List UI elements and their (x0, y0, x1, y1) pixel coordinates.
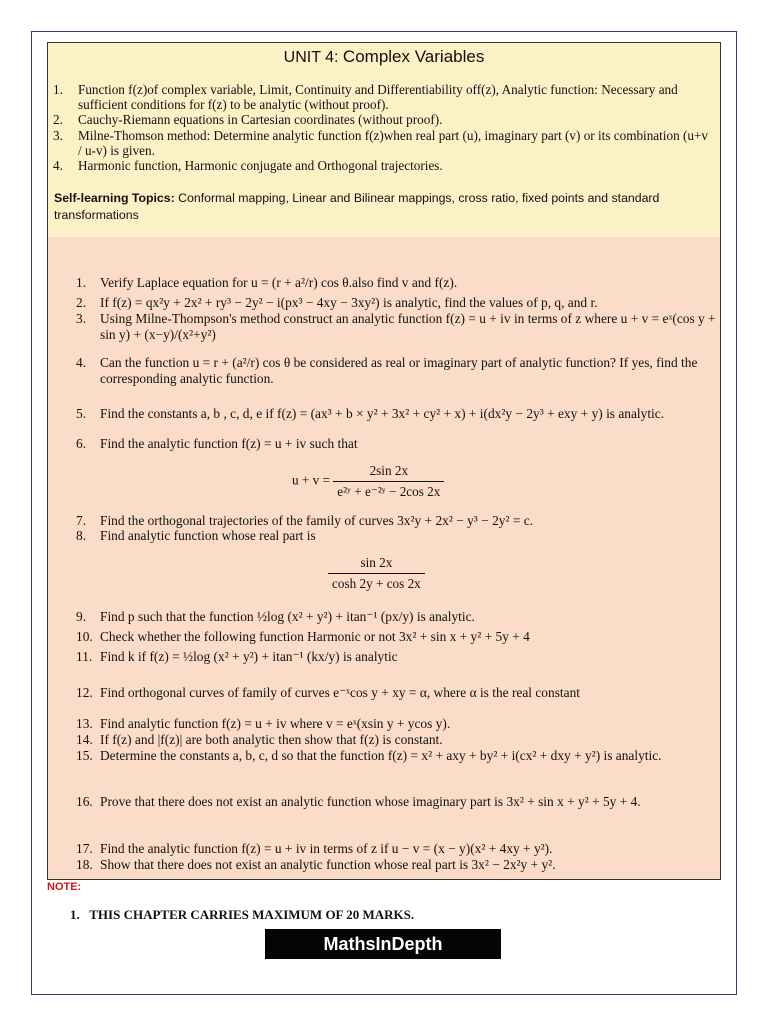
syllabus-item: 2. Cauchy-Riemann equations in Cartesian coordinates (without proof). (53, 112, 443, 128)
question: 7. Find the orthogonal trajectories of the family of curves 3x²y + 2x² − y³ − 2y² = c. (76, 513, 534, 528)
question: 10. Check whether the following function Harmonic or not 3x² + sin x + y² + 5y + 4 (76, 629, 530, 644)
formula-8-denominator: cosh 2y + cos 2x (328, 573, 425, 592)
note-text: THIS CHAPTER CARRIES MAXIMUM OF 20 MARKS. (89, 907, 415, 922)
question: 2. If f(z) = qx²y + 2x² + ry³ − 2y² − i(px³ − 4xy − 3xy²) is analytic, find the values of p, q, and r. (76, 295, 598, 310)
unit-title (48, 47, 720, 67)
question: 13. Find analytic function f(z) = u + iv where v = eˣ(xsin y + ycos y). (76, 716, 451, 731)
self-learning-text: Conformal mapping, Linear and Bilinear mappings, cross ratio, fixed points and standard transformations (54, 191, 660, 222)
formula-8-numerator: sin 2x (360, 555, 393, 570)
question: 9. Find p such that the function ½log (x² + y²) + itan⁻¹ (px/y) is analytic. (76, 609, 475, 624)
question: 1. Verify Laplace equation for u = (r + a²/r) cos θ.also find v and f(z). (76, 275, 458, 290)
note-number: 1. (70, 907, 80, 922)
question: 8. Find analytic function whose real part is (76, 528, 316, 543)
formula-6-fraction (333, 463, 444, 500)
question: 17. Find the analytic function f(z) = u + iv in terms of z if u − v = (x − y)(x² + 4xy + y²). (76, 841, 553, 856)
question: 11. Find k if f(z) = ½log (x² + y²) + itan⁻¹ (kx/y) is analytic (76, 649, 398, 664)
formula-8 (328, 555, 425, 592)
question: 18. Show that there does not exist an analytic function whose real part is 3x² − 2x²y + y². (76, 857, 556, 872)
self-learning-label: Self-learning Topics: (54, 191, 175, 205)
syllabus-item: 4. Harmonic function, Harmonic conjugate and Orthogonal trajectories. (53, 158, 443, 174)
question: 3. Using Milne-Thompson's method construct an analytic function f(z) = u + iv in terms of z where u + v = eˣ(cos y + sin y) + (x−y)/(x²+y²) (76, 311, 716, 342)
question: 15. Determine the constants a, b, c, d so that the function f(z) = x² + axy + by² + i(cx² + dxy + y²) is analytic. (76, 748, 662, 763)
formula-6-denominator: e²ʸ + e⁻²ʸ − 2cos 2x (333, 481, 444, 500)
syllabus-section (48, 43, 720, 237)
unit-name: Complex Variables (342, 47, 485, 66)
question: 14. If f(z) and |f(z)| are both analytic then show that f(z) is constant. (76, 732, 443, 747)
formula-6-lhs: u + v = (292, 472, 330, 488)
question: 4. Can the function u = r + (a²/r) cos θ be considered as real or imaginary part of analytic function? If yes, find the corresponding analytic function. (76, 355, 698, 386)
question: 6. Find the analytic function f(z) = u + iv such that (76, 436, 358, 451)
self-learning (54, 190, 704, 223)
content-box (47, 42, 721, 880)
note-item (70, 907, 414, 923)
syllabus-list (53, 82, 713, 173)
brand-logo: MathsInDepth (265, 929, 501, 959)
formula-6-numerator: 2sin 2x (369, 463, 409, 478)
syllabus-item: 1. Function f(z)of complex variable, Limit, Continuity and Differentiability off(z), Analytic function: Necessary and sufficient conditions for f(z) to be analytic (without proof). (53, 82, 678, 113)
formula-8-fraction (328, 555, 425, 592)
question: 5. Find the constants a, b , c, d, e if f(z) = (ax³ + b × y² + 3x² + cy² + x) + i(dx²y − 2y³ + exy + y) is analytic. (76, 406, 665, 421)
question: 12. Find orthogonal curves of family of curves e⁻ˣcos y + xy = α, where α is the real constant (76, 685, 580, 700)
unit-prefix: UNIT 4: (283, 49, 339, 66)
formula-6 (292, 463, 444, 500)
note-label: NOTE: (47, 881, 82, 893)
syllabus-item: 3. Milne-Thomson method: Determine analytic function f(z)when real part (u), imaginary part (v) or its combination (u+v / u-v) is given. (53, 127, 708, 158)
question: 16. Prove that there does not exist an analytic function whose imaginary part is 3x² + sin x + y² + 5y + 4. (76, 794, 641, 809)
